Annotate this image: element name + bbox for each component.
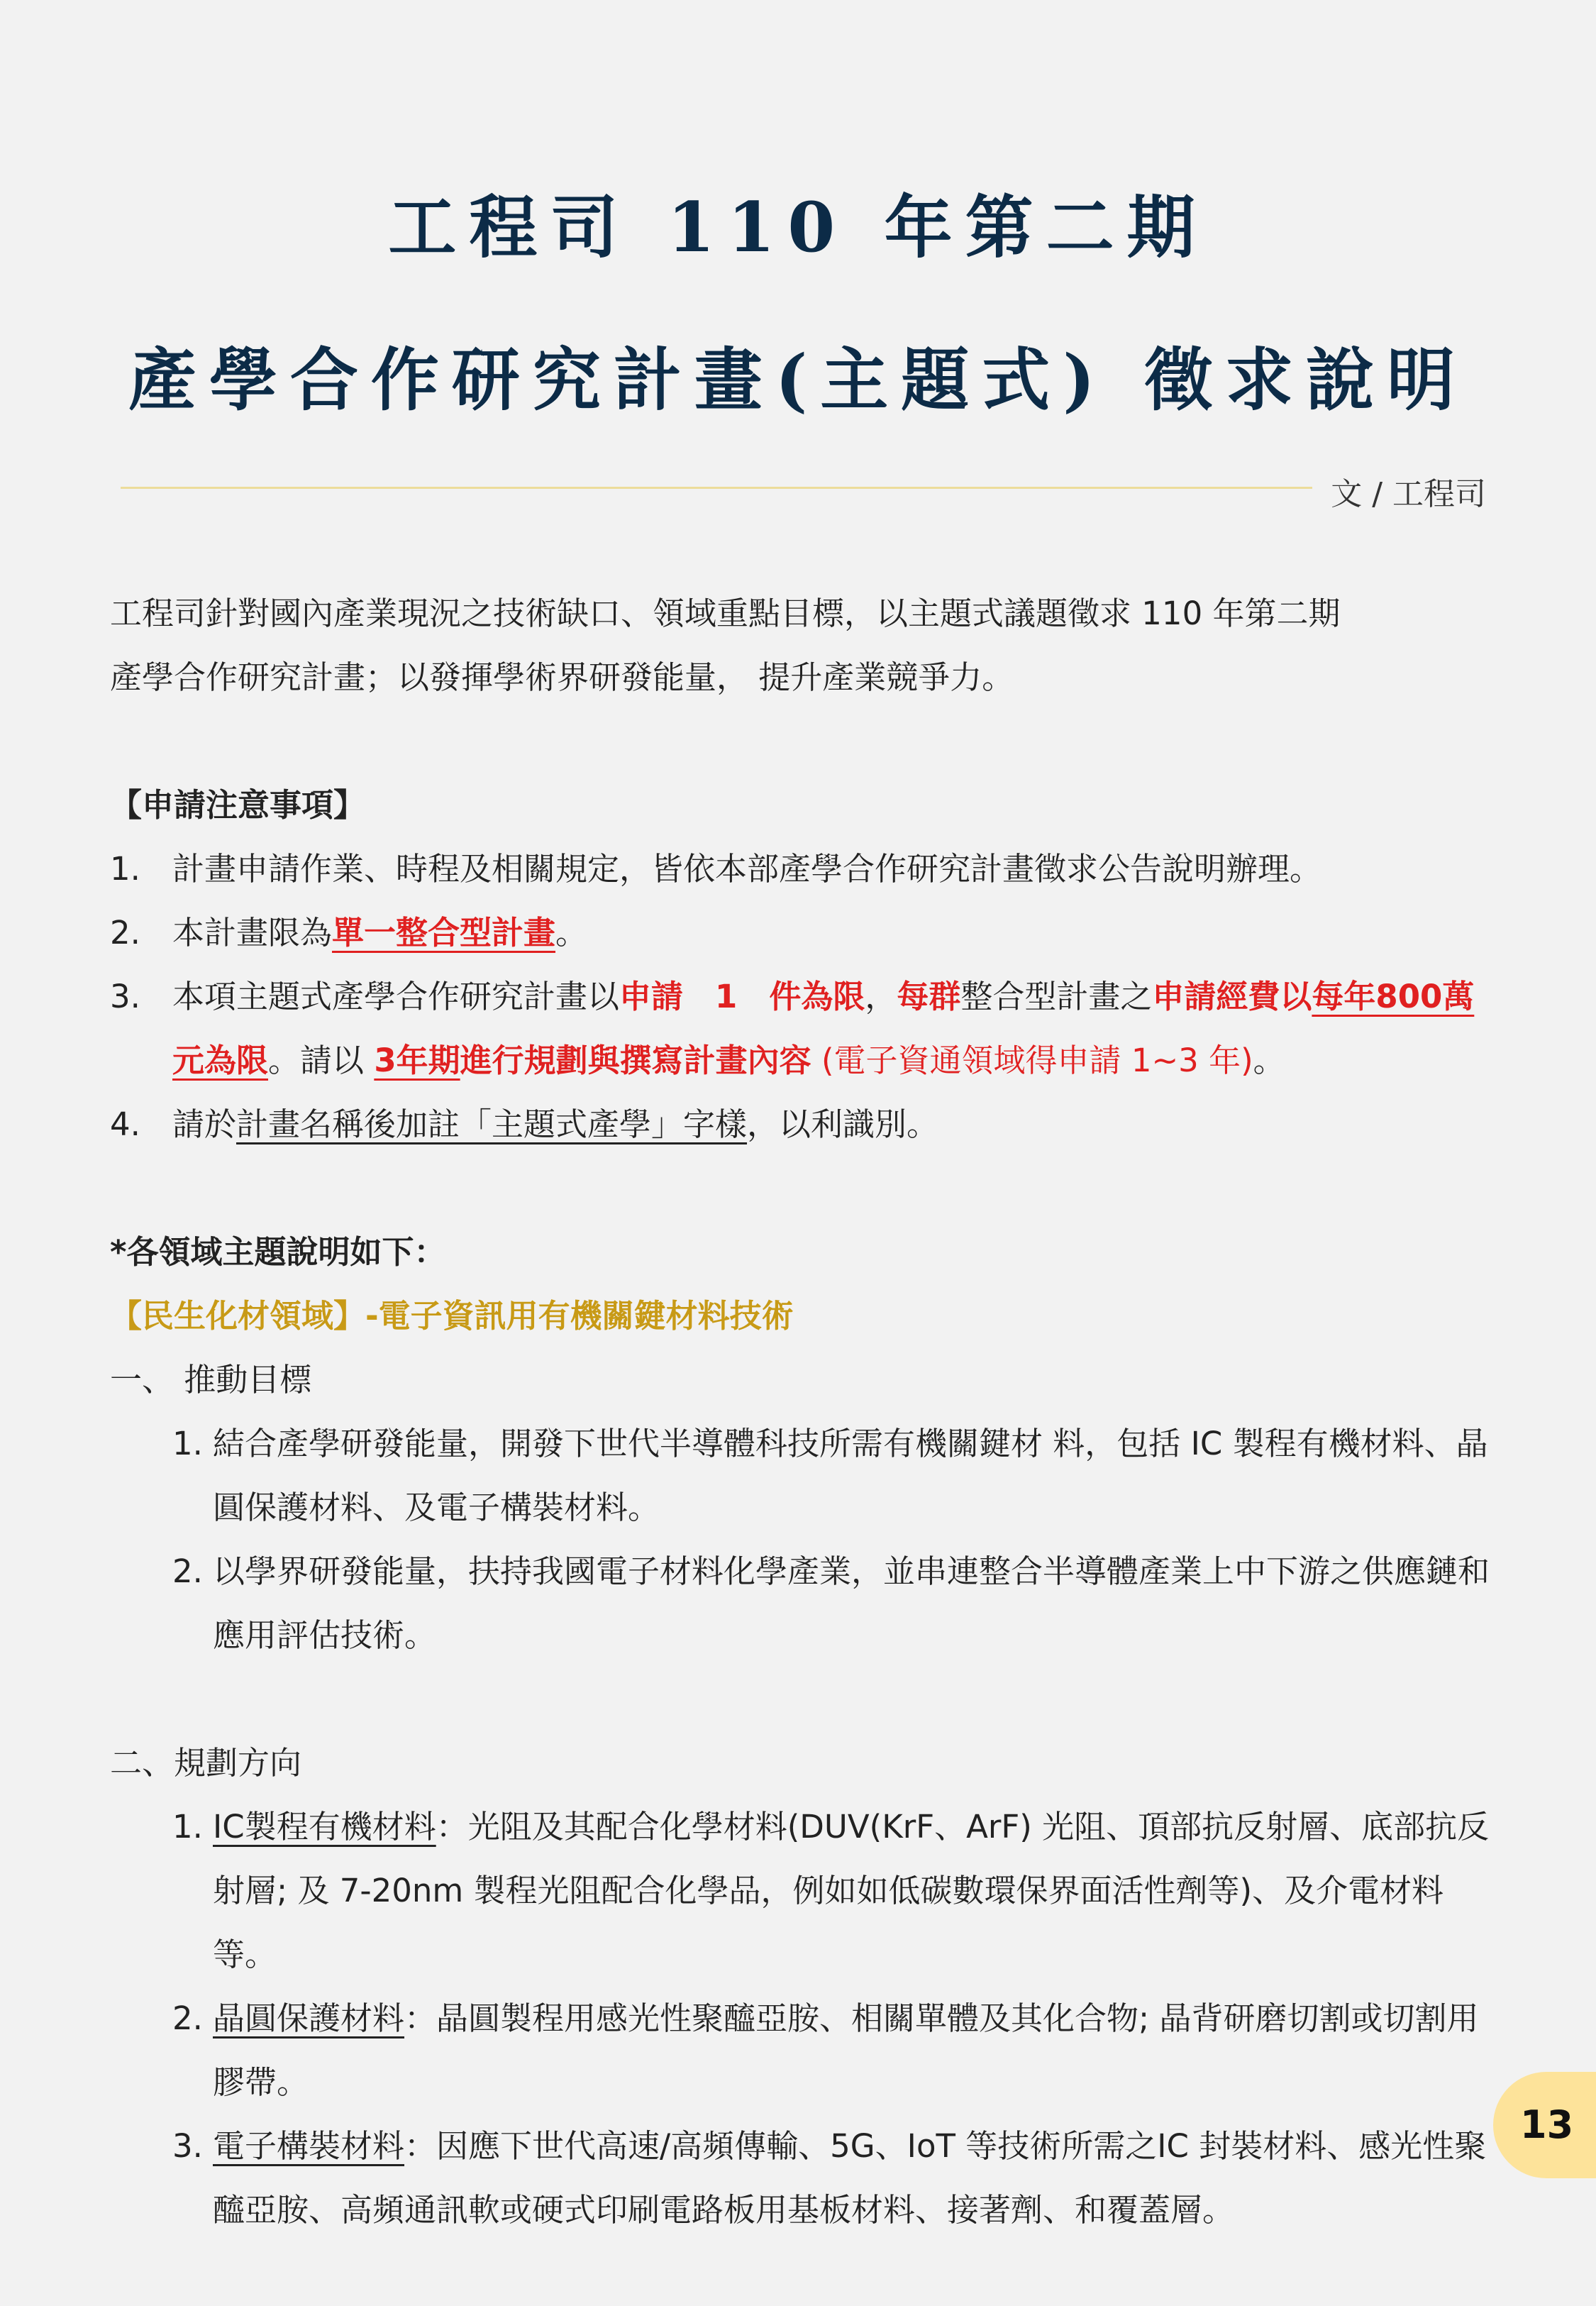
list-item [110, 1412, 1493, 1540]
notice-list [110, 837, 1493, 1157]
notice-text: 本項主題式產學合作研究計畫以 [172, 978, 620, 1015]
notice-item-3 [110, 965, 1493, 1093]
list-item [110, 1987, 1493, 2114]
underlined-text: 電子構裝材料 [213, 2127, 405, 2165]
title-divider [121, 487, 1312, 489]
byline: 文 / 工程司 [1331, 476, 1486, 512]
section2-list [110, 1795, 1493, 2242]
intro-line2: 產學合作研究計畫；以發揮學術界研發能量， 提升產業競爭力。 [110, 658, 1014, 696]
field-title: 【民生化材領域】-電子資訊用有機關鍵材料技術 [110, 1297, 794, 1335]
notice-item-1 [110, 837, 1493, 901]
intro-line1: 工程司針對國內產業現況之技術缺口、領域重點目標，以主題式議題徵求 110 年第二期 [110, 595, 1341, 632]
section1-list [110, 1412, 1493, 1667]
highlight-text: 3年期 [374, 1042, 460, 1079]
underlined-text: 計畫名稱後加註「主題式產學」字樣 [236, 1105, 748, 1143]
list-item [110, 1795, 1493, 1987]
notice-text: 計畫申請作業、時程及相關規定，皆依本部產學合作研究計畫徵求公告說明辦理。 [172, 850, 1322, 888]
page-number-badge [1493, 2072, 1596, 2178]
list-item-text: 結合產學研發能量，開發下世代半導體科技所需有機關鍵材 料，包括 IC 製程有機材料、晶圓保護材料、及電子構裝材料。 [213, 1425, 1488, 1526]
section1-title: 一、 推動目標 [110, 1361, 312, 1399]
list-item-text: ：晶圓製程用感光性聚醯亞胺、相關單體及其化合物; 晶背研磨切割或切割用膠帶。 [213, 1999, 1479, 2101]
notice-text: ， [865, 978, 897, 1015]
underlined-text: 晶圓保護材料 [213, 1999, 405, 2037]
highlight-text: 申請 1 件為限 [619, 978, 865, 1015]
section2-title: 二、規劃方向 [110, 1744, 302, 1782]
list-item [110, 1540, 1493, 1667]
list-item-text: ：光阻及其配合化學材料(DUV(KrF、ArF) 光阻、頂部抗反射層、底部抗反射層; 及 7-20nm 製程光阻配合化學品，例如如低碳數環保界面活性劑等)、及介電材料等。 [213, 1808, 1490, 1973]
page-title-line2: 產學合作研究計畫(主題式) 徵求說明 [128, 340, 1468, 420]
page-number: 13 [1520, 2102, 1574, 2147]
list-item-text: ：因應下世代高速/高頻傳輸、5G、IoT 等技術所需之IC 封裝材料、感光性聚醯亞胺、高頻通訊軟或硬式印刷電路板用基板材料、接著劑、和覆蓋層。 [213, 2127, 1487, 2229]
topics-heading: *各領域主題說明如下： [110, 1233, 446, 1271]
notice-text: 。 [1253, 1042, 1285, 1079]
list-number: 3. [172, 2127, 203, 2165]
notice-text: 。 [555, 914, 588, 951]
notice-heading: 【申請注意事項】 [110, 786, 366, 824]
highlight-text: 單一整合型計畫 [332, 914, 556, 951]
highlight-text: 每年800萬元為限 [172, 978, 1475, 1079]
list-number: 1. [172, 1808, 203, 1846]
list-number: 4. [110, 1105, 140, 1143]
list-number: 1. [110, 850, 140, 888]
highlight-note: (電子資通領域得申請 1~3 年) [811, 1042, 1253, 1079]
article-body [110, 582, 1493, 2242]
list-number: 3. [110, 978, 140, 1015]
highlight-text: 進行規劃與撰寫計畫內容 [460, 1042, 811, 1079]
notice-item-2 [110, 901, 1493, 965]
list-item [110, 2114, 1493, 2242]
list-number: 1. [172, 1425, 203, 1462]
notice-item-4 [110, 1093, 1493, 1157]
list-number: 2. [172, 1552, 203, 1590]
list-item-text: 以學界研發能量，扶持我國電子材料化學產業，並串連整合半導體產業上中下游之供應鏈和應用評估技術。 [213, 1552, 1490, 1654]
page-title-line1: 工程司 110 年第二期 [388, 187, 1208, 267]
notice-text: 本計畫限為 [172, 914, 333, 951]
notice-text: 。請以 [268, 1042, 375, 1079]
notice-text: 請於 [172, 1105, 237, 1143]
notice-text: ，以利識別。 [747, 1105, 939, 1143]
highlight-text: 申請經費以 [1152, 978, 1312, 1015]
highlight-text: 每群 [897, 978, 961, 1015]
notice-text: 整合型計畫之 [960, 978, 1153, 1015]
underlined-text: IC製程有機材料 [213, 1808, 436, 1846]
list-number: 2. [172, 1999, 203, 2037]
list-number: 2. [110, 914, 140, 951]
